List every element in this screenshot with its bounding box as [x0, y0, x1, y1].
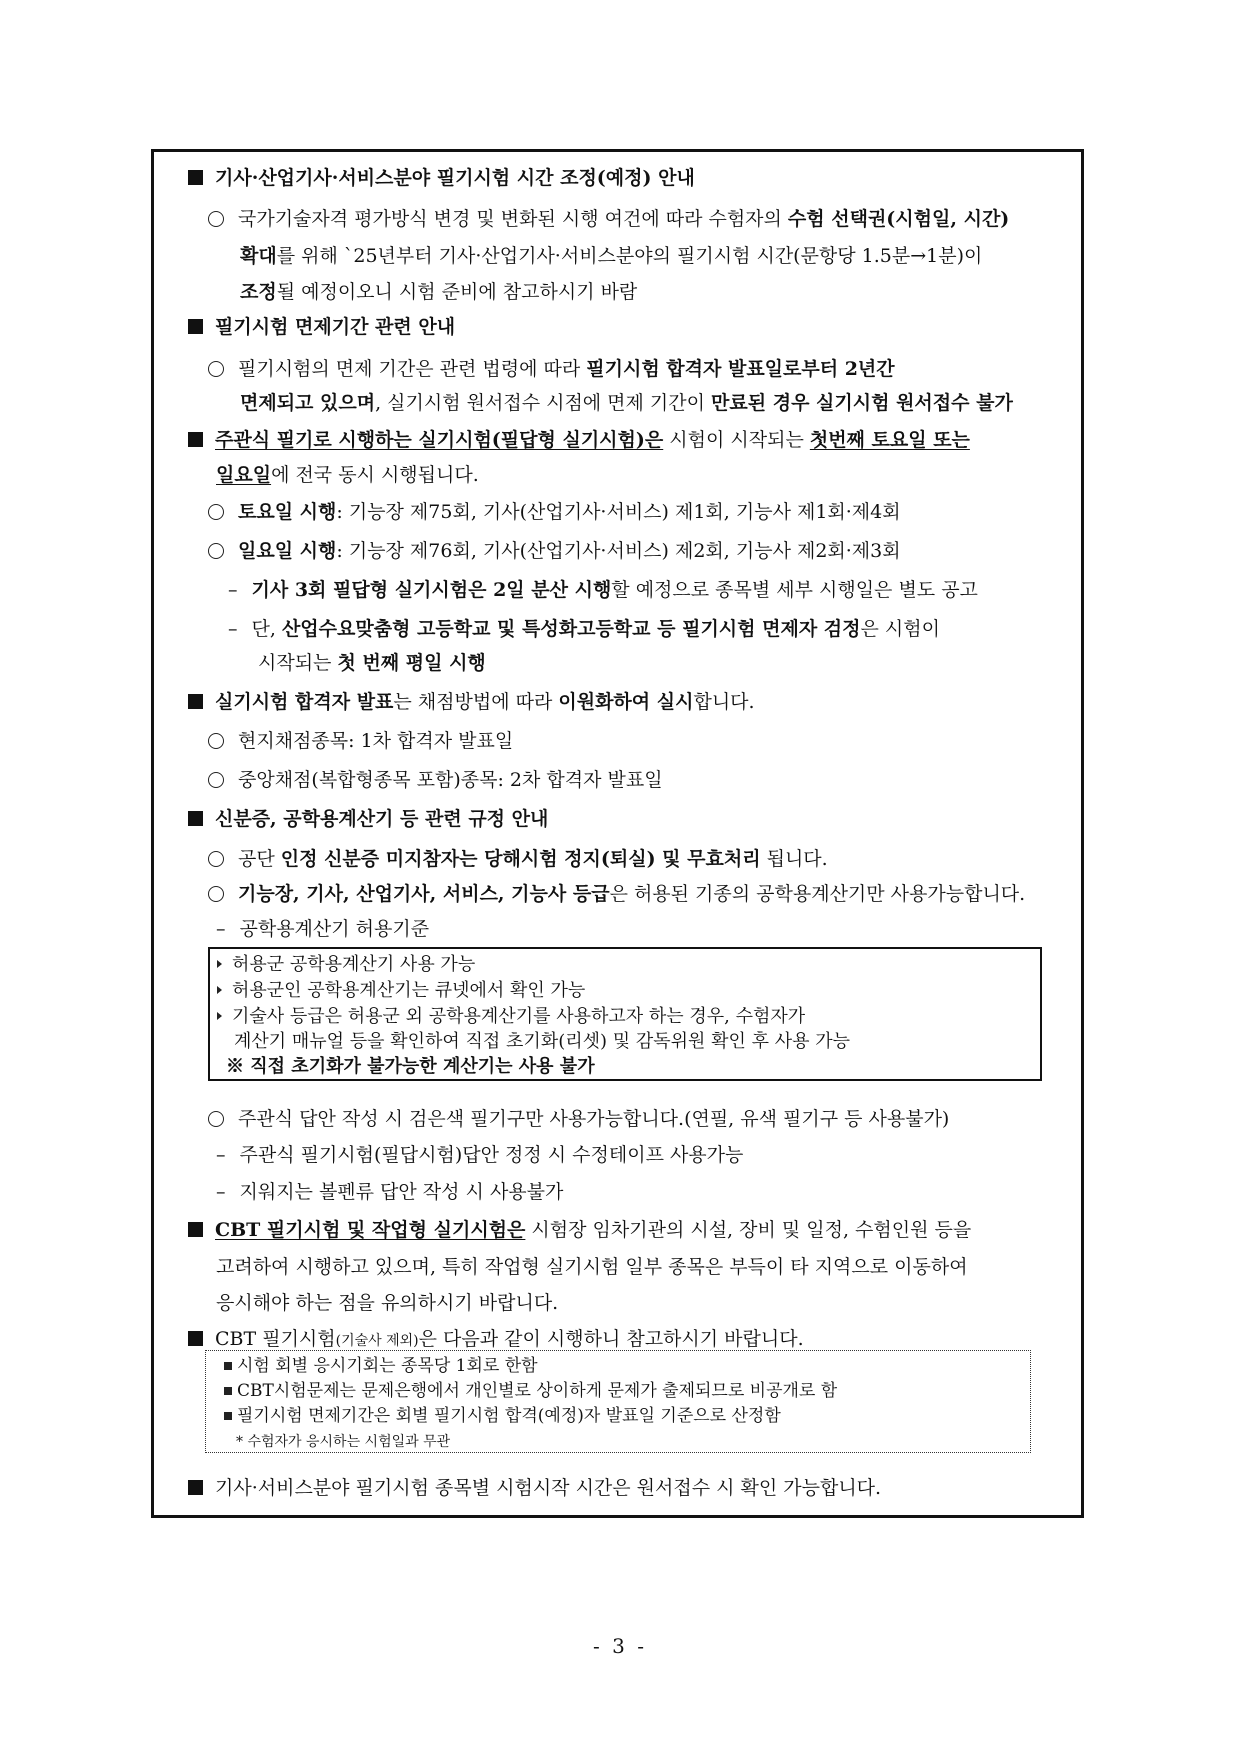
square-bullet-icon — [188, 1480, 203, 1495]
circle-bullet-icon — [208, 851, 224, 867]
circle-bullet-icon — [208, 733, 224, 749]
section1-line3: 조정될 예정이오니 시험 준비에 참고하시기 바람 — [240, 281, 638, 303]
circle-bullet-icon — [208, 1111, 224, 1127]
triangle-bullet-icon — [217, 1012, 222, 1020]
section5-dash1: – 공학용계산기 허용기준 — [216, 918, 430, 940]
dash-bullet-icon: – — [216, 1144, 226, 1166]
calc-rule-3-cont: 계산기 매뉴얼 등을 확인하여 직접 초기화(리셋) 및 감독위원 확인 후 사용 가능 — [234, 1031, 851, 1052]
page-number: - 3 - — [593, 1634, 647, 1658]
section1-line1: 국가기술자격 평가방식 변경 및 변화된 시행 여건에 따라 수험자의 수험 선택권(시험일, 시간) — [208, 207, 1009, 231]
calc-rule-1: 허용군 공학용계산기 사용 가능 — [217, 954, 475, 976]
triangle-bullet-icon — [217, 960, 222, 968]
circle-bullet-icon — [208, 504, 224, 520]
section5-item3: 주관식 답안 작성 시 검은색 필기구만 사용가능합니다.(연필, 유색 필기구 등 사용불가) — [208, 1107, 949, 1131]
circle-bullet-icon — [208, 211, 224, 227]
section3-dash2-cont: 시작되는 첫 번째 평일 시행 — [258, 652, 486, 674]
dash-bullet-icon: – — [228, 579, 238, 601]
small-square-bullet-icon — [224, 1412, 232, 1420]
section5-item1: 공단 인정 신분증 미지참자는 당해시험 정지(퇴실) 및 무효처리 됩니다. — [208, 847, 828, 871]
cbt-rule-3: 필기시험 면제기간은 회별 필기시험 합격(예정)자 발표일 기준으로 산정함 — [224, 1406, 781, 1427]
section5-dash3: – 지워지는 볼펜류 답안 작성 시 사용불가 — [216, 1181, 564, 1203]
circle-bullet-icon — [208, 361, 224, 377]
square-bullet-icon — [188, 432, 203, 447]
section6-line1: CBT 필기시험 및 작업형 실기시험은 시험장 임차기관의 시설, 장비 및 일정, 수험인원 등을 — [188, 1218, 971, 1242]
section3-line2: 일요일에 전국 동시 시행됩니다. — [216, 464, 479, 486]
section5-heading: 신분증, 공학용계산기 등 관련 규정 안내 — [188, 807, 548, 831]
cbt-rule-2: CBT시험문제는 문제은행에서 개인별로 상이하게 문제가 출제되므로 비공개로 함 — [224, 1381, 837, 1402]
section4-heading: 실기시험 합격자 발표는 채점방법에 따라 이원화하여 실시합니다. — [188, 690, 755, 714]
square-bullet-icon — [188, 694, 203, 709]
section3-line1: 주관식 필기로 시행하는 실기시험(필답형 실기시험)은 시험이 시작되는 첫번째 토요일 또는 — [188, 428, 970, 452]
dash-bullet-icon: – — [216, 918, 226, 940]
section3-sunday: 일요일 시행: 기능장 제76회, 기사(산업기사·서비스) 제2회, 기능사 제2회·제3회 — [208, 539, 901, 563]
section3-saturday: 토요일 시행: 기능장 제75회, 기사(산업기사·서비스) 제1회, 기능사 제1회·제4회 — [208, 500, 901, 524]
section5-item2: 기능장, 기사, 산업기사, 서비스, 기능사 등급은 허용된 기종의 공학용계산기만 사용가능합니다. — [208, 882, 1025, 906]
square-bullet-icon — [188, 811, 203, 826]
calc-rule-2: 허용군인 공학용계산기는 큐넷에서 확인 가능 — [217, 980, 585, 1002]
section6-line2: 고려하여 시행하고 있으며, 특히 작업형 실기시험 일부 종목은 부득이 타 지역으로 이동하여 — [216, 1256, 968, 1278]
square-bullet-icon — [188, 319, 203, 334]
section3-dash1: – 기사 3회 필답형 실기시험은 2일 분산 시행할 예정으로 종목별 세부 시행일은 별도 공고 — [228, 579, 978, 601]
section1-line2: 확대를 위해 `25년부터 기사·산업기사·서비스분야의 필기시험 시간(문항당 1.5분→1분)이 — [240, 245, 983, 267]
cbt-rule-1: 시험 회별 응시기회는 종목당 1회로 한함 — [224, 1356, 538, 1377]
circle-bullet-icon — [208, 772, 224, 788]
section6-line3: 응시해야 하는 점을 유의하시기 바랍니다. — [216, 1292, 559, 1314]
square-bullet-icon — [188, 170, 203, 185]
small-square-bullet-icon — [224, 1387, 232, 1395]
calc-rule-note: ※ 직접 초기화가 불가능한 계산기는 사용 불가 — [226, 1056, 595, 1077]
square-bullet-icon — [188, 1222, 203, 1237]
circle-bullet-icon — [208, 886, 224, 902]
circle-bullet-icon — [208, 543, 224, 559]
section3-dash2: – 단, 산업수요맞춤형 고등학교 및 특성화고등학교 등 필기시험 면제자 검정은 시험이 — [228, 618, 940, 640]
section2-heading: 필기시험 면제기간 관련 안내 — [188, 315, 455, 339]
section2-line1: 필기시험의 면제 기간은 관련 법령에 따라 필기시험 합격자 발표일로부터 2년간 — [208, 357, 895, 381]
section8-heading: 기사·서비스분야 필기시험 종목별 시험시작 시간은 원서접수 시 확인 가능합니다. — [188, 1476, 881, 1500]
section7-heading: CBT 필기시험(기술사 제외)은 다음과 같이 시행하니 참고하시기 바랍니다. — [188, 1327, 804, 1353]
dash-bullet-icon: – — [216, 1181, 226, 1203]
section4-item1: 현지채점종목: 1차 합격자 발표일 — [208, 729, 513, 753]
section2-line2: 면제되고 있으며, 실기시험 원서접수 시점에 면제 기간이 만료된 경우 실기시험 원서접수 불가 — [240, 392, 1013, 414]
triangle-bullet-icon — [217, 986, 222, 994]
square-bullet-icon — [188, 1331, 203, 1346]
small-square-bullet-icon — [224, 1362, 232, 1370]
calc-rule-3: 기술사 등급은 허용군 외 공학용계산기를 사용하고자 하는 경우, 수험자가 — [217, 1006, 805, 1028]
dash-bullet-icon: – — [228, 618, 238, 640]
section5-dash2: – 주관식 필기시험(필답시험)답안 정정 시 수정테이프 사용가능 — [216, 1144, 744, 1166]
section1-heading: 기사·산업기사·서비스분야 필기시험 시간 조정(예정) 안내 — [188, 166, 695, 190]
section4-item2: 중앙채점(복합형종목 포함)종목: 2차 합격자 발표일 — [208, 768, 663, 792]
cbt-rule-note: * 수험자가 응시하는 시험일과 무관 — [236, 1434, 451, 1450]
